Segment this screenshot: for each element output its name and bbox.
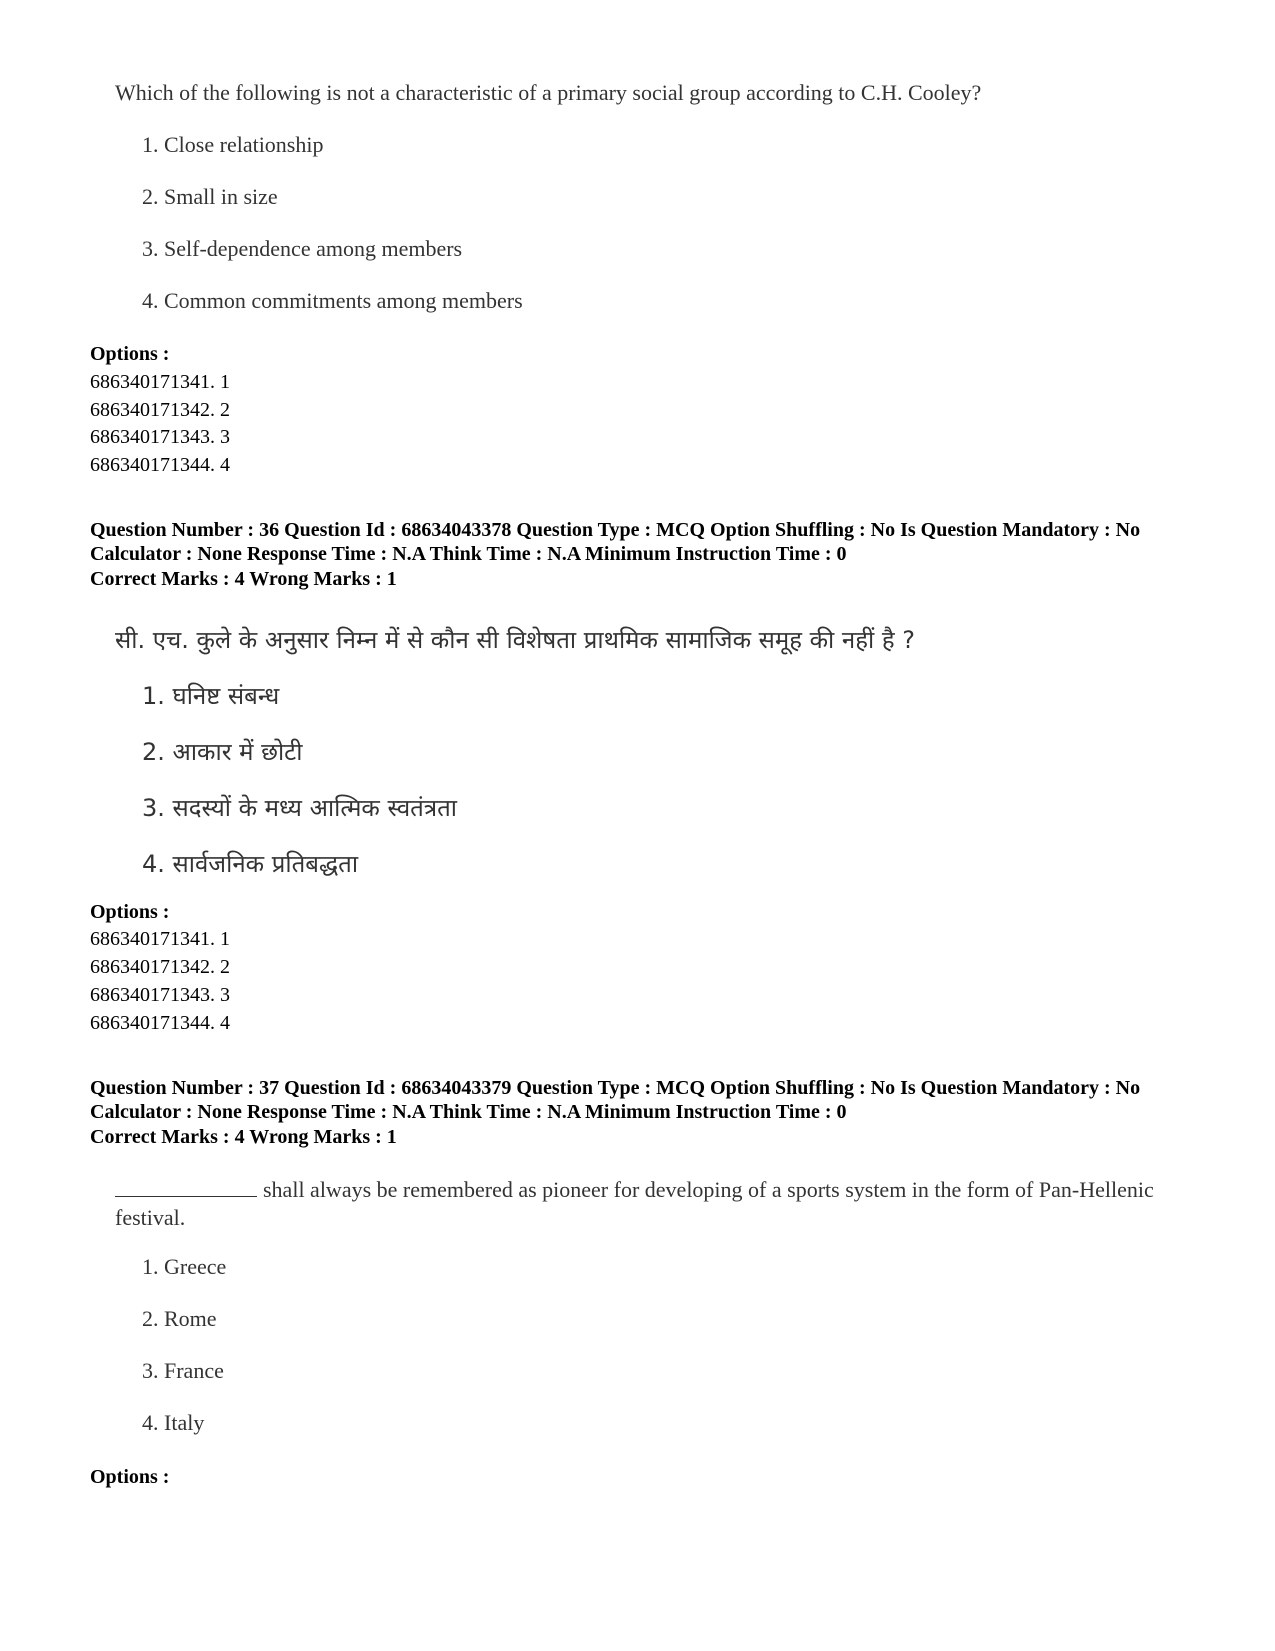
choice-1: 1. Greece <box>142 1254 227 1279</box>
question-meta: Question Number : 37 Question Id : 68634043379 Question Type : MCQ Option Shuffling : No Is Question Mandatory : No Calculator : None Response Time : N.A Think Time : N.A Minimum Instruction Time : 0 <box>90 1077 1141 1123</box>
question-text: Which of the following is not a characteristic of a primary social group according to C.H. Cooley? <box>115 80 982 105</box>
marks-line: Correct Marks : 4 Wrong Marks : 1 <box>90 568 397 590</box>
options-label: Options : <box>90 343 170 365</box>
option-id-3: 686340171343. 3 <box>90 426 230 448</box>
choice-2: 2. आकार में छोटी <box>142 738 303 766</box>
fill-in-blank <box>115 1176 257 1197</box>
option-id-4: 686340171344. 4 <box>90 454 230 476</box>
choice-2: 2. Rome <box>142 1306 217 1331</box>
choice-3: 3. सदस्यों के मध्य आत्मिक स्वतंत्रता <box>142 794 457 822</box>
option-id-1: 686340171341. 1 <box>90 928 230 950</box>
choice-3: 3. Self-dependence among members <box>142 236 463 261</box>
choice-4: 4. सार्वजनिक प्रतिबद्धता <box>142 850 359 878</box>
question-meta: Question Number : 36 Question Id : 68634043378 Question Type : MCQ Option Shuffling : No Is Question Mandatory : No Calculator : None Response Time : N.A Think Time : N.A Minimum Instruction Time : 0 <box>90 519 1141 565</box>
option-id-3: 686340171343. 3 <box>90 984 230 1006</box>
option-id-2: 686340171342. 2 <box>90 956 230 978</box>
choice-1: 1. Close relationship <box>142 132 324 157</box>
choice-2: 2. Small in size <box>142 184 278 209</box>
question-text: shall always be remembered as pioneer for developing of a sports system in the form of Pan-Hellenic festival. <box>115 1177 1154 1230</box>
option-id-1: 686340171341. 1 <box>90 371 230 393</box>
options-label: Options : <box>90 1466 170 1488</box>
choice-1: 1. घनिष्ट संबन्ध <box>142 682 280 710</box>
option-id-2: 686340171342. 2 <box>90 399 230 421</box>
choice-4: 4. Italy <box>142 1410 205 1435</box>
option-id-4: 686340171344. 4 <box>90 1012 230 1034</box>
choice-4: 4. Common commitments among members <box>142 288 523 313</box>
options-label: Options : <box>90 901 170 923</box>
question-text: सी. एच. कुले के अनुसार निम्न में से कौन सी विशेषता प्राथमिक सामाजिक समूह की नहीं है ? <box>115 626 915 654</box>
marks-line: Correct Marks : 4 Wrong Marks : 1 <box>90 1126 397 1148</box>
question-text-block <box>115 1176 1175 1232</box>
choice-3: 3. France <box>142 1358 224 1383</box>
